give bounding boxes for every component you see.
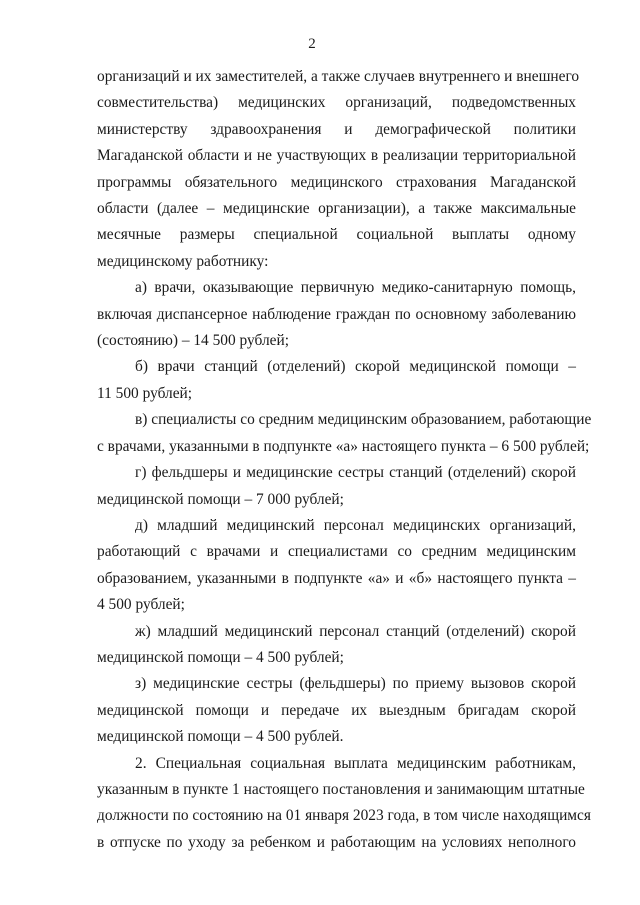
text-line: указанным в пункте 1 настоящего постановления и занимающим штатные [97, 780, 585, 798]
paragraph-point-2 [97, 751, 591, 857]
text-line: (состоянию) – 14 500 рублей; [97, 332, 289, 350]
paragraph-item-g [97, 460, 576, 513]
text-line: 11 500 рублей; [97, 384, 193, 402]
document-body [97, 64, 592, 856]
paragraph-intro [97, 64, 580, 275]
text-line: работающий с врачами и специалистами со средним медицинским [97, 543, 576, 561]
text-line: области (далее – медицинские организации), а также максимальные [97, 200, 576, 218]
paragraph-item-a [97, 275, 576, 354]
text-line: образованием, указанными в подпункте «а» и «б» настоящего пункта – [97, 569, 576, 587]
text-line: Магаданской области и не участвующих в реализации территориальной [97, 147, 576, 165]
text-line: должности по состоянию на 01 января 2023 года, в том числе находящимся [97, 807, 591, 825]
page-number: 2 [308, 36, 316, 52]
paragraph-item-v [97, 407, 592, 460]
text-line: программы обязательного медицинского страхования Магаданской [97, 173, 576, 191]
text-line: в отпуске по уходу за ребенком и работающим на условиях неполного [97, 833, 576, 851]
text-line: д) младший медицинский персонал медицинских организаций, [135, 516, 576, 534]
text-line: 2. Специальная социальная выплата медицинским работникам, [135, 754, 576, 772]
text-line: медицинской помощи – 4 500 рублей. [97, 728, 344, 746]
text-line: ж) младший медицинский персонал станций (отделений) скорой [135, 622, 576, 640]
paragraph-item-b [97, 354, 576, 407]
text-line: совместительства) медицинских организаций, подведомственных [97, 94, 576, 112]
text-line: с врачами, указанными в подпункте «а» настоящего пункта – 6 500 рублей; [97, 437, 590, 455]
text-line: медицинской помощи и передаче их выездным бригадам скорой [97, 701, 576, 719]
text-line: министерству здравоохранения и демографической политики [97, 120, 576, 138]
text-line: б) врачи станций (отделений) скорой медицинской помощи – [135, 358, 576, 376]
text-line: месячные размеры специальной социальной выплаты одному [97, 226, 576, 244]
text-line: медицинской помощи – 7 000 рублей; [97, 490, 344, 508]
text-line: организаций и их заместителей, а также случаев внутреннего и внешнего [97, 68, 580, 85]
text-line: медицинской помощи – 4 500 рублей; [97, 648, 344, 666]
text-line: в) специалисты со средним медицинским образованием, работающие [135, 411, 592, 429]
text-line: медицинскому работнику: [97, 252, 269, 270]
text-line: 4 500 рублей; [97, 596, 185, 614]
text-line: г) фельдшеры и медицинские сестры станций (отделений) скорой [135, 464, 576, 482]
paragraph-item-z [97, 671, 576, 750]
text-line: а) врачи, оказывающие первичную медико-санитарную помощь, [135, 279, 576, 297]
text-line: з) медицинские сестры (фельдшеры) по приему вызовов скорой [135, 675, 576, 693]
paragraph-item-d [97, 513, 576, 619]
text-line: включая диспансерное наблюдение граждан по основному заболеванию [97, 305, 576, 323]
paragraph-item-zh [97, 619, 576, 672]
